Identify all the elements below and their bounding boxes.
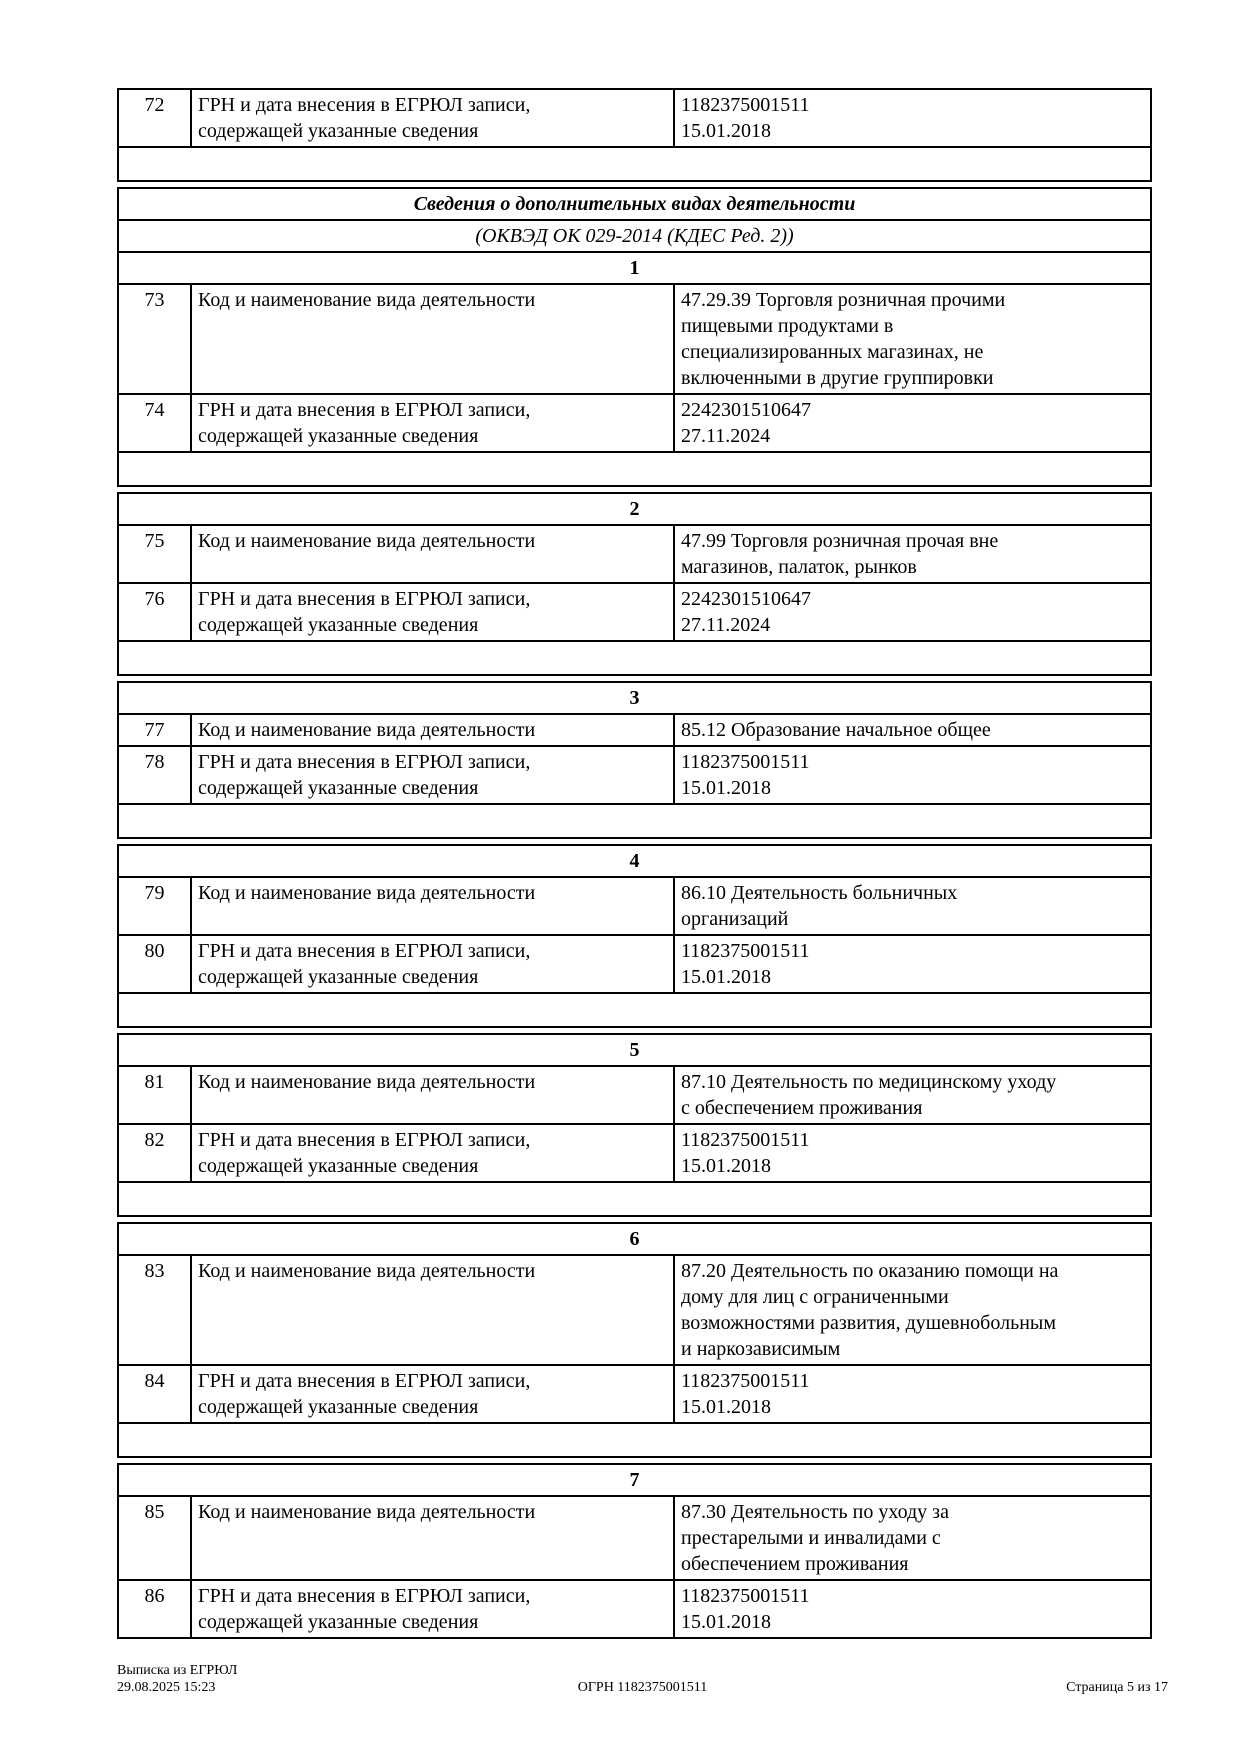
text-line: 87.30 Деятельность по уходу за (681, 1501, 949, 1523)
text-line: 1182375001511 (681, 94, 810, 116)
text-line: 15.01.2018 (681, 777, 771, 799)
row-value-cell (674, 394, 1151, 452)
section-number-4-row (118, 845, 1151, 877)
row-72 (118, 89, 1151, 147)
text-line: специализированных магазинах, не (681, 341, 984, 363)
text-line: 2242301510647 (681, 399, 811, 421)
row-84 (118, 1365, 1151, 1423)
row-number-cell: 84 (118, 1365, 191, 1423)
row-label-cell (191, 714, 674, 746)
row-label-cell (191, 394, 674, 452)
spacer-row-row (118, 804, 1151, 838)
text-line: содержащей указанные сведения (198, 1396, 479, 1418)
row-label-cell (191, 1365, 674, 1423)
section-number-5-row (118, 1034, 1151, 1066)
text-line: 1182375001511 (681, 940, 810, 962)
row-value-cell (674, 935, 1151, 993)
spacer-row (118, 804, 1151, 838)
text-line: ГРН и дата внесения в ЕГРЮЛ записи, (198, 1129, 531, 1151)
text-line: содержащей указанные сведения (198, 614, 479, 636)
spacer-row (118, 1182, 1151, 1216)
row-75 (118, 525, 1151, 583)
row-79 (118, 877, 1151, 935)
okved-classifier-note-row (118, 220, 1151, 252)
section-table-5 (117, 1033, 1152, 1217)
section-number-1-row (118, 252, 1151, 284)
text-line: ГРН и дата внесения в ЕГРЮЛ записи, (198, 751, 531, 773)
text-line: ГРН и дата внесения в ЕГРЮЛ записи, (198, 94, 531, 116)
spacer-row-row (118, 1423, 1151, 1457)
row-value-cell (674, 877, 1151, 935)
row-82 (118, 1124, 1151, 1182)
text-line: 1182375001511 (681, 1585, 810, 1607)
section-table-2 (117, 492, 1152, 676)
section-table-6 (117, 1222, 1152, 1458)
text-line: ГРН и дата внесения в ЕГРЮЛ записи, (198, 399, 531, 421)
text-line: 86.10 Деятельность больничных (681, 882, 958, 904)
footer-datetime: 29.08.2025 15:23 (117, 1680, 216, 1695)
row-value-cell (674, 1580, 1151, 1638)
row-value-cell (674, 1255, 1151, 1365)
row-value-cell (674, 1365, 1151, 1423)
row-value-cell (674, 1066, 1151, 1124)
row-label-cell (191, 284, 674, 394)
section-table-4 (117, 844, 1152, 1028)
row-number-cell: 74 (118, 394, 191, 452)
spacer-row-row (118, 1182, 1151, 1216)
section-group-title: Сведения о дополнительных видах деятельности (118, 188, 1151, 220)
text-line: дому для лиц с ограниченными (681, 1286, 949, 1308)
row-number-cell: 76 (118, 583, 191, 641)
row-80 (118, 935, 1151, 993)
spacer-row (118, 1423, 1151, 1457)
row-number-cell: 85 (118, 1496, 191, 1580)
intro-table (117, 88, 1152, 182)
text-line: 47.99 Торговля розничная прочая вне (681, 530, 999, 552)
spacer-row-row (118, 993, 1151, 1027)
section-number-7: 7 (118, 1464, 1151, 1496)
text-line: Код и наименование вида деятельности (198, 1501, 536, 1523)
row-label-cell (191, 877, 674, 935)
text-line: 1182375001511 (681, 1129, 810, 1151)
footer-left (117, 1662, 467, 1696)
row-label-cell (191, 935, 674, 993)
section-number-6: 6 (118, 1223, 1151, 1255)
row-value-cell (674, 1124, 1151, 1182)
text-line: Код и наименование вида деятельности (198, 1071, 536, 1093)
text-line: 15.01.2018 (681, 1396, 771, 1418)
text-line: 15.01.2018 (681, 1611, 771, 1633)
row-value-cell (674, 1496, 1151, 1580)
row-78 (118, 746, 1151, 804)
okved-classifier-note: (ОКВЭД ОК 029-2014 (КДЕС Ред. 2)) (118, 220, 1151, 252)
spacer-row (118, 993, 1151, 1027)
section-number-5: 5 (118, 1034, 1151, 1066)
text-line: 85.12 Образование начальное общее (681, 719, 991, 741)
row-74 (118, 394, 1151, 452)
text-line: Код и наименование вида деятельности (198, 719, 536, 741)
row-label-cell (191, 525, 674, 583)
row-label-cell (191, 1066, 674, 1124)
row-76 (118, 583, 1151, 641)
text-line: включенными в другие группировки (681, 367, 994, 389)
row-73 (118, 284, 1151, 394)
text-line: пищевыми продуктами в (681, 315, 894, 337)
text-line: 15.01.2018 (681, 966, 771, 988)
row-83 (118, 1255, 1151, 1365)
spacer-row (118, 641, 1151, 675)
text-line: 2242301510647 (681, 588, 811, 610)
row-number-cell: 86 (118, 1580, 191, 1638)
row-number-cell: 83 (118, 1255, 191, 1365)
row-number-cell: 81 (118, 1066, 191, 1124)
text-line: 87.10 Деятельность по медицинскому уходу (681, 1071, 1057, 1093)
section-number-4: 4 (118, 845, 1151, 877)
text-line: с обеспечением проживания (681, 1097, 923, 1119)
text-line: магазинов, палаток, рынков (681, 556, 917, 578)
text-line: 87.20 Деятельность по оказанию помощи на (681, 1260, 1059, 1282)
spacer-row-row (118, 641, 1151, 675)
text-line: Код и наименование вида деятельности (198, 882, 536, 904)
text-line: 27.11.2024 (681, 614, 771, 636)
text-line: обеспечением проживания (681, 1553, 909, 1575)
section-table-1 (117, 187, 1152, 487)
section-number-1: 1 (118, 252, 1151, 284)
row-number-cell: 78 (118, 746, 191, 804)
section-number-7-row (118, 1464, 1151, 1496)
text-line: ГРН и дата внесения в ЕГРЮЛ записи, (198, 1370, 531, 1392)
text-line: 27.11.2024 (681, 425, 771, 447)
row-number-cell: 77 (118, 714, 191, 746)
text-line: 15.01.2018 (681, 120, 771, 142)
row-label-cell (191, 1496, 674, 1580)
row-number-cell: 72 (118, 89, 191, 147)
section-number-6-row (118, 1223, 1151, 1255)
row-label-cell (191, 746, 674, 804)
row-81 (118, 1066, 1151, 1124)
text-line: содержащей указанные сведения (198, 1155, 479, 1177)
text-line: 1182375001511 (681, 1370, 810, 1392)
row-85 (118, 1496, 1151, 1580)
row-label-cell (191, 1124, 674, 1182)
text-line: содержащей указанные сведения (198, 1611, 479, 1633)
text-line: содержащей указанные сведения (198, 425, 479, 447)
section-number-3-row (118, 682, 1151, 714)
row-value-cell (674, 714, 1151, 746)
row-value-cell (674, 583, 1151, 641)
row-label-cell (191, 89, 674, 147)
row-label-cell (191, 1580, 674, 1638)
text-line: возможностями развития, душевнобольным (681, 1312, 1056, 1334)
section-table-3 (117, 681, 1152, 839)
spacer-row (118, 452, 1151, 486)
section-number-2-row (118, 493, 1151, 525)
row-86 (118, 1580, 1151, 1638)
row-label-cell (191, 583, 674, 641)
text-line: ГРН и дата внесения в ЕГРЮЛ записи, (198, 588, 531, 610)
text-line: содержащей указанные сведения (198, 966, 479, 988)
section-table-7 (117, 1463, 1152, 1639)
text-line: престарелыми и инвалидами с (681, 1527, 941, 1549)
text-line: ГРН и дата внесения в ЕГРЮЛ записи, (198, 940, 531, 962)
row-number-cell: 82 (118, 1124, 191, 1182)
page-footer (117, 1662, 1168, 1696)
text-line: 15.01.2018 (681, 1155, 771, 1177)
text-line: Код и наименование вида деятельности (198, 530, 536, 552)
spacer-row-row (118, 147, 1151, 181)
footer-page-info: Страница 5 из 17 (1066, 1680, 1168, 1695)
document-sheet (117, 88, 1150, 1644)
footer-doc-name: Выписка из ЕГРЮЛ (117, 1663, 238, 1678)
row-value-cell (674, 284, 1151, 394)
row-value-cell (674, 89, 1151, 147)
footer-ogrn: ОГРН 1182375001511 (577, 1680, 708, 1695)
spacer-row-row (118, 452, 1151, 486)
text-line: и наркозависимым (681, 1338, 841, 1360)
spacer-row (118, 147, 1151, 181)
text-line: ГРН и дата внесения в ЕГРЮЛ записи, (198, 1585, 531, 1607)
text-line: Код и наименование вида деятельности (198, 289, 536, 311)
text-line: 47.29.39 Торговля розничная прочими (681, 289, 1006, 311)
row-number-cell: 75 (118, 525, 191, 583)
row-number-cell: 73 (118, 284, 191, 394)
section-number-2: 2 (118, 493, 1151, 525)
text-line: Код и наименование вида деятельности (198, 1260, 536, 1282)
text-line: содержащей указанные сведения (198, 120, 479, 142)
row-number-cell: 79 (118, 877, 191, 935)
text-line: организаций (681, 908, 789, 930)
text-line: содержащей указанные сведения (198, 777, 479, 799)
row-value-cell (674, 525, 1151, 583)
row-number-cell: 80 (118, 935, 191, 993)
section-number-3: 3 (118, 682, 1151, 714)
row-value-cell (674, 746, 1151, 804)
row-label-cell (191, 1255, 674, 1365)
row-77 (118, 714, 1151, 746)
section-group-title-row (118, 188, 1151, 220)
text-line: 1182375001511 (681, 751, 810, 773)
